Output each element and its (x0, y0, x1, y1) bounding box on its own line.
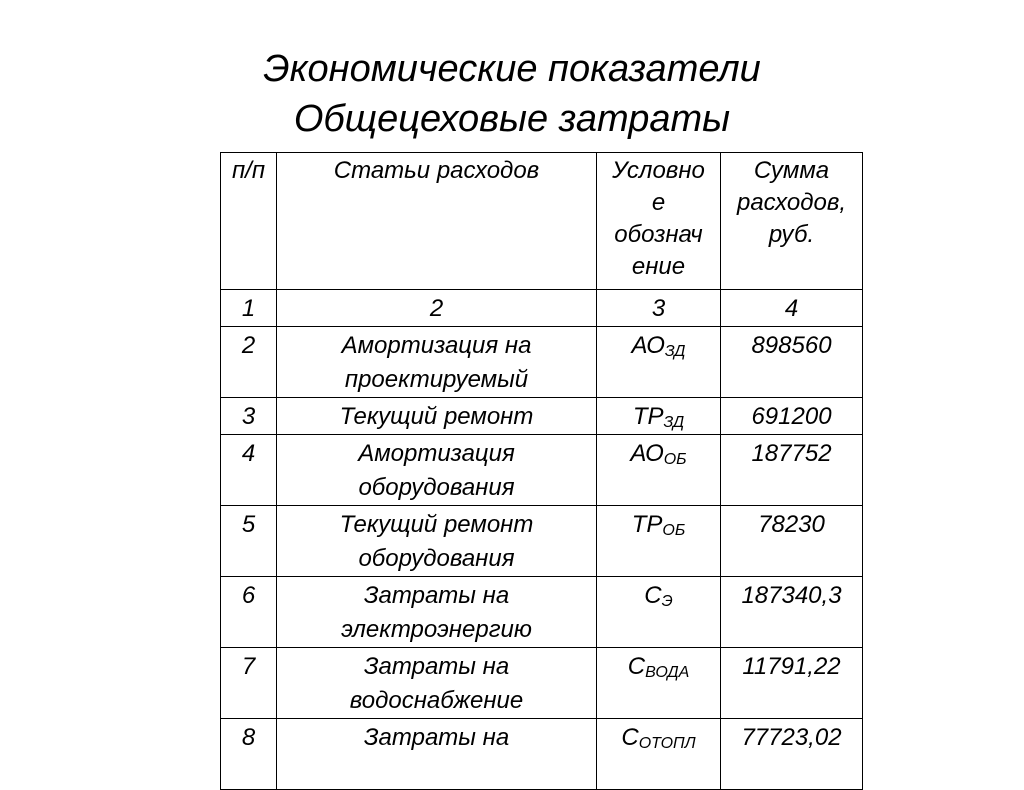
row-item-line: оборудования (358, 545, 515, 572)
row-sum: 11791,22 (721, 648, 863, 719)
row-symbol (597, 506, 721, 577)
row-item-line: Амортизация (358, 440, 515, 467)
header-sum-line: расходов, (736, 189, 847, 216)
table-row (221, 327, 863, 398)
title-line-1: Экономические показатели (263, 48, 761, 90)
row-num: 2 (221, 327, 277, 398)
row-item-line: Затраты на (363, 582, 510, 609)
symbol-base: С (644, 582, 662, 609)
symbol-base: С (621, 724, 639, 751)
row-symbol (597, 327, 721, 398)
table-row (221, 648, 863, 719)
index-cell: 1 (221, 290, 277, 327)
index-cell: 4 (721, 290, 863, 327)
header-symbol-line: Условно (612, 157, 705, 184)
symbol-base: ТР (632, 403, 664, 430)
symbol-base: АО (631, 332, 665, 359)
symbol-subscript: ОТОПЛ (638, 735, 696, 752)
costs-table (220, 152, 863, 790)
title-line-2: Общецеховые затраты (293, 98, 731, 140)
table-row (221, 435, 863, 506)
table-row (221, 577, 863, 648)
row-item-line: Затраты на (363, 724, 510, 751)
header-sum-line: Сумма (753, 157, 830, 184)
row-symbol (597, 577, 721, 648)
row-item (277, 435, 597, 506)
row-item (277, 577, 597, 648)
row-num: 5 (221, 506, 277, 577)
row-sum: 187340,3 (721, 577, 863, 648)
row-item-line: проектируемый (344, 366, 529, 393)
row-item-line: Текущий ремонт (339, 511, 534, 538)
index-cell: 2 (277, 290, 597, 327)
symbol-subscript: ОБ (662, 522, 686, 539)
table-header-row (221, 153, 863, 290)
row-item-line: водоснабжение (349, 687, 524, 714)
table-row (221, 719, 863, 790)
header-sum-line: руб. (768, 221, 815, 248)
row-symbol (597, 719, 721, 790)
row-num: 6 (221, 577, 277, 648)
row-item-line: Амортизация на (341, 332, 532, 359)
row-symbol (597, 435, 721, 506)
table-row (221, 398, 863, 435)
symbol-subscript: Э (661, 593, 673, 610)
row-symbol (597, 398, 721, 435)
row-num: 4 (221, 435, 277, 506)
row-sum: 77723,02 (721, 719, 863, 790)
row-item-line: оборудования (358, 474, 515, 501)
row-item (277, 648, 597, 719)
symbol-subscript: ЗД (663, 414, 685, 431)
symbol-base: АО (630, 440, 664, 467)
symbol-subscript: ЗД (664, 343, 686, 360)
header-symbol-line: е (651, 189, 666, 216)
header-symbol (597, 153, 721, 290)
symbol-base: С (627, 653, 646, 680)
header-symbol-line: обознач (614, 221, 703, 248)
row-item-line: Затраты на (363, 653, 510, 680)
row-item (277, 398, 597, 435)
header-symbol-line: ение (631, 253, 686, 280)
row-num: 8 (221, 719, 277, 790)
row-num: 3 (221, 398, 277, 435)
row-symbol (597, 648, 721, 719)
row-sum: 691200 (721, 398, 863, 435)
row-item-line: электроэнергию (341, 616, 532, 643)
index-cell: 3 (597, 290, 721, 327)
symbol-subscript: ОБ (663, 451, 687, 468)
row-item (277, 327, 597, 398)
row-sum: 187752 (721, 435, 863, 506)
table-index-row (221, 290, 863, 327)
header-sum (721, 153, 863, 290)
header-item: Статьи расходов (277, 153, 597, 290)
row-item (277, 719, 597, 790)
symbol-base: ТР (631, 511, 663, 538)
row-sum: 898560 (721, 327, 863, 398)
table-row (221, 506, 863, 577)
symbol-subscript: ВОДА (645, 664, 690, 681)
row-item (277, 506, 597, 577)
row-sum: 78230 (721, 506, 863, 577)
page-title (0, 44, 1024, 144)
row-num: 7 (221, 648, 277, 719)
header-num: п/п (221, 153, 277, 290)
row-item-line: Текущий ремонт (339, 403, 534, 430)
